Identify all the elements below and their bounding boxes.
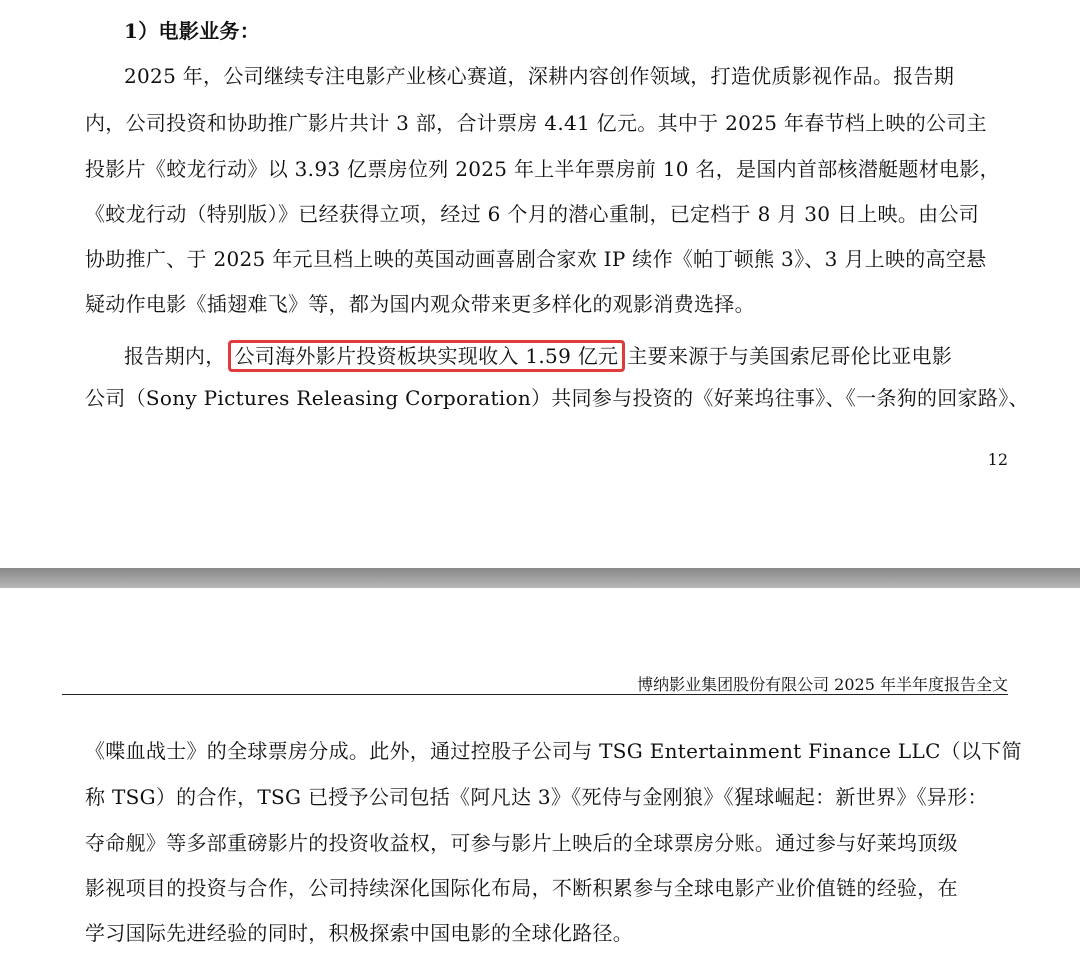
paragraph-line: 疑动作电影《插翅难飞》等，都为国内观众带来更多样化的观影消费选择。	[85, 292, 755, 316]
section-heading: 1）电影业务：	[124, 19, 261, 43]
header-rule	[62, 694, 1008, 695]
report-header: 博纳影业集团股份有限公司 2025 年半年度报告全文	[637, 675, 1008, 694]
paragraph-line: 协助推广、于 2025 年元旦档上映的英国动画喜剧合家欢 IP 续作《帕丁顿熊 3》、3 月上映的高空悬	[85, 247, 987, 271]
paragraph-line: 《喋血战士》的全球票房分成。此外，通过控股子公司与 TSG Entertainment Finance LLC（以下简	[85, 739, 1022, 763]
paragraph-line: 称 TSG）的合作，TSG 已授予公司包括《阿凡达 3》《死侍与金刚狼》《猩球崛起：新世界》《异形：	[85, 785, 988, 809]
paragraph-line: 影视项目的投资与合作，公司持续深化国际化布局，不断积累参与全球电影产业价值链的经验，在	[85, 876, 958, 900]
paragraph-line: 《蛟龙行动（特别版）》已经获得立项，经过 6 个月的潜心重制，已定档于 8 月 30 日上映。由公司	[85, 202, 980, 226]
paragraph-line: 公司（Sony Pictures Releasing Corporation）共同参与投资的《好莱坞往事》、《一条狗的回家路》、	[85, 386, 1029, 410]
paragraph-line: 夺命舰》等多部重磅影片的投资收益权，可参与影片上映后的全球票房分账。通过参与好莱坞顶级	[85, 831, 958, 855]
para2-suffix: 主要来源于与美国索尼哥伦比亚电影	[627, 344, 953, 368]
paragraph-line: 投影片《蛟龙行动》以 3.93 亿票房位列 2025 年上半年票房前 10 名，是国内首部核潜艇题材电影，	[85, 157, 1000, 181]
paragraph-line: 2025 年，公司继续专注电影产业核心赛道，深耕内容创作领域，打造优质影视作品。报告期	[124, 64, 955, 88]
paragraph-line-highlighted	[124, 340, 1010, 372]
paragraph-line: 学习国际先进经验的同时，积极探索中国电影的全球化路径。	[85, 921, 634, 945]
page-number: 12	[987, 450, 1008, 469]
paragraph-line: 内，公司投资和协助推广影片共计 3 部，合计票房 4.41 亿元。其中于 2025 年春节档上映的公司主	[85, 111, 987, 135]
page-separator	[0, 568, 1080, 588]
para2-prefix: 报告期内，	[124, 344, 226, 368]
highlighted-revenue-box: 公司海外影片投资板块实现收入 1.59 亿元	[228, 340, 626, 372]
